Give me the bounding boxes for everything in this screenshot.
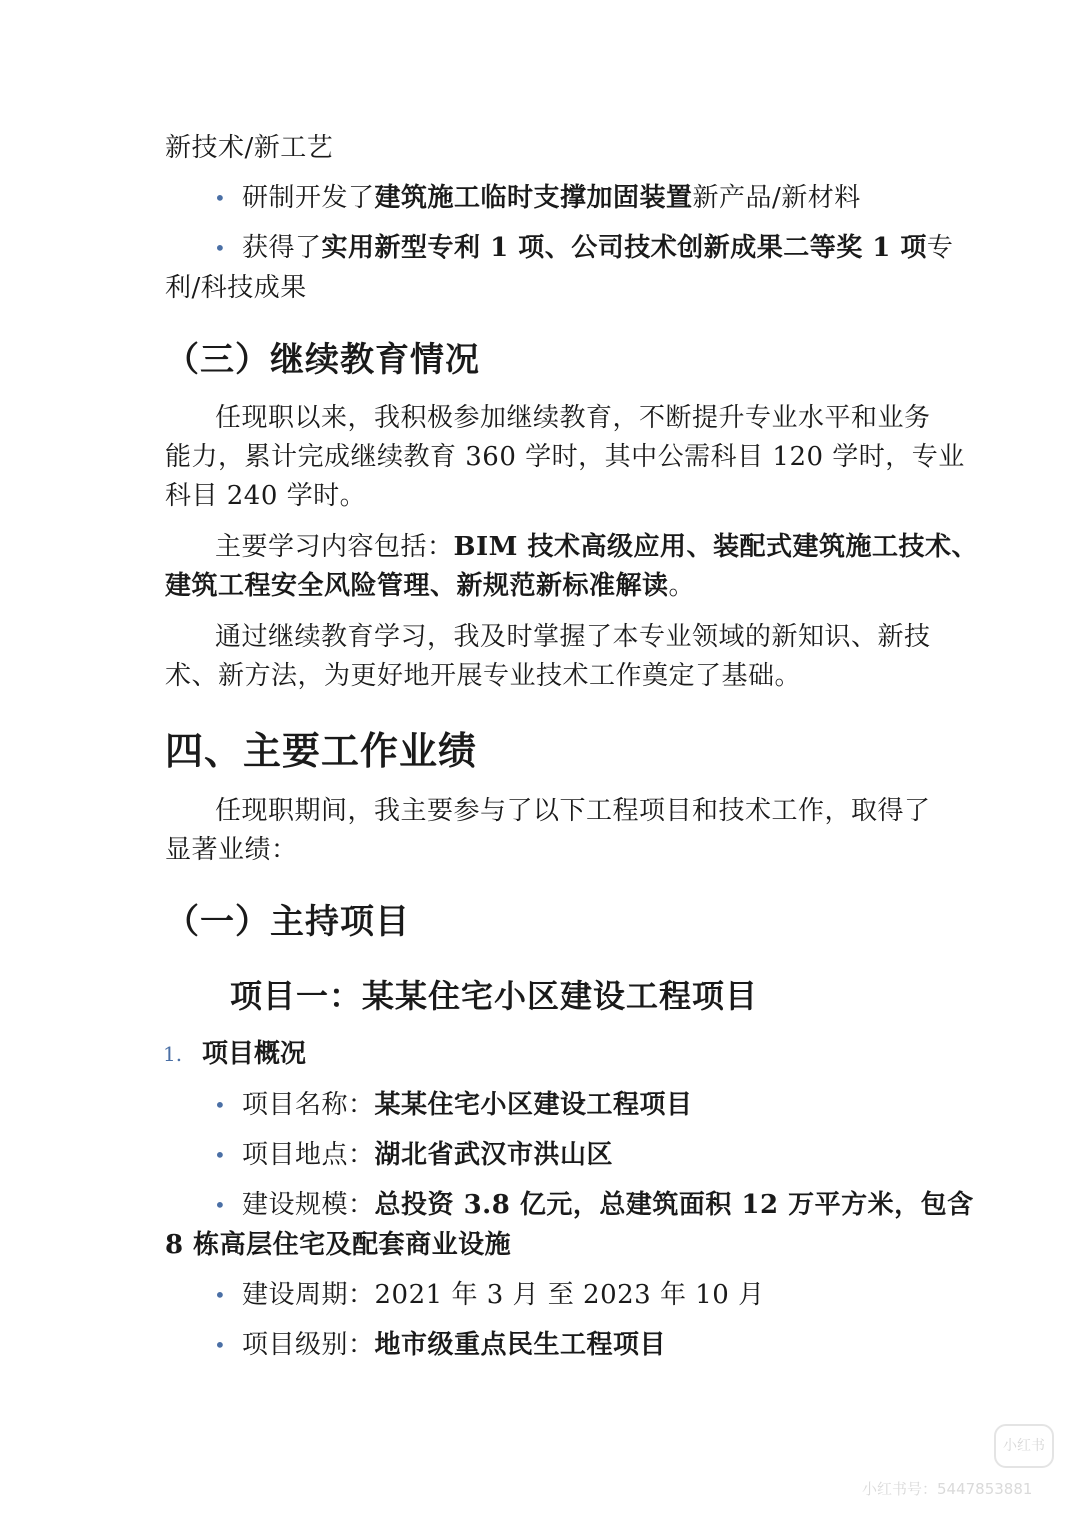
numbered-item-label: 项目概况 bbox=[202, 1039, 307, 1069]
paragraph-line: 通过继续教育学习，我及时掌握了本专业领域的新知识、新技 bbox=[215, 622, 931, 652]
bullet-text: 新产品/新材料 bbox=[692, 183, 861, 213]
field-value: 湖北省武汉市洪山区 bbox=[374, 1140, 614, 1170]
field-value: 某某住宅小区建设工程项目 bbox=[374, 1090, 693, 1120]
bullet-text: 研制开发了 bbox=[242, 183, 375, 213]
bullet-item bbox=[242, 181, 861, 215]
paragraph-line: 任现职以来，我积极参加继续教育，不断提升专业水平和业务 bbox=[215, 403, 931, 433]
project-title: 项目一：某某住宅小区建设工程项目 bbox=[230, 977, 759, 1015]
bullet-text: 专 bbox=[926, 233, 954, 263]
paragraph-line bbox=[165, 569, 695, 603]
project-field bbox=[242, 1328, 666, 1362]
field-value-continuation: 8 栋高层住宅及配套商业设施 bbox=[165, 1230, 512, 1260]
project-field bbox=[242, 1138, 613, 1172]
bullet-dot: • bbox=[214, 1193, 226, 1217]
bullet-dot: • bbox=[214, 186, 226, 210]
bullet-dot: • bbox=[214, 236, 226, 260]
bullet-dot: • bbox=[214, 1093, 226, 1117]
paragraph-bold-text: 建筑工程安全风险管理、新规范新标准解读 bbox=[165, 571, 669, 601]
bullet-dot: • bbox=[214, 1143, 226, 1167]
text-line: 利/科技成果 bbox=[165, 273, 307, 303]
paragraph-line: 能力，累计完成继续教育 360 学时，其中公需科目 120 学时，专业 bbox=[165, 442, 965, 472]
section-heading: （三）继续教育情况 bbox=[165, 340, 480, 380]
project-field bbox=[242, 1088, 693, 1122]
paragraph-line bbox=[215, 530, 978, 564]
paragraph-text: 。 bbox=[668, 571, 696, 601]
bullet-text: 获得了 bbox=[242, 233, 322, 263]
project-field bbox=[242, 1188, 974, 1222]
paragraph-line: 术、新方法，为更好地开展专业技术工作奠定了基础。 bbox=[165, 661, 802, 691]
field-value: 地市级重点民生工程项目 bbox=[374, 1330, 667, 1360]
field-label: 项目名称： bbox=[242, 1090, 375, 1120]
paragraph-line: 显著业绩： bbox=[165, 835, 298, 865]
field-label: 建设规模： bbox=[242, 1190, 375, 1220]
watermark-logo: 小红书 bbox=[994, 1424, 1054, 1468]
text-line: 新技术/新工艺 bbox=[165, 133, 334, 163]
bullet-item bbox=[242, 231, 953, 265]
chapter-heading: 四、主要工作业绩 bbox=[165, 728, 478, 773]
bullet-bold-text: 实用新型专利 1 项、公司技术创新成果二等奖 1 项 bbox=[321, 233, 927, 263]
project-field bbox=[242, 1278, 765, 1312]
paragraph-line: 任现职期间，我主要参与了以下工程项目和技术工作，取得了 bbox=[215, 796, 931, 826]
field-label: 项目级别： bbox=[242, 1330, 375, 1360]
watermark-text: 小红书号：5447853881 bbox=[862, 1480, 1033, 1498]
subsection-heading: （一）主持项目 bbox=[165, 902, 410, 942]
list-number: 1. bbox=[163, 1042, 183, 1066]
paragraph-line: 科目 240 学时。 bbox=[165, 481, 367, 511]
bullet-bold-text: 建筑施工临时支撑加固装置 bbox=[374, 183, 693, 213]
bullet-dot: • bbox=[214, 1333, 226, 1357]
field-value: 总投资 3.8 亿元，总建筑面积 12 万平方米，包含 bbox=[374, 1190, 974, 1220]
field-label: 项目地点： bbox=[242, 1140, 375, 1170]
paragraph-bold-text: BIM 技术高级应用、装配式建筑施工技术、 bbox=[453, 532, 978, 562]
field-value: 2021 年 3 月 至 2023 年 10 月 bbox=[374, 1280, 765, 1310]
bullet-dot: • bbox=[214, 1283, 226, 1307]
paragraph-text: 主要学习内容包括： bbox=[215, 532, 454, 562]
field-label: 建设周期： bbox=[242, 1280, 375, 1310]
